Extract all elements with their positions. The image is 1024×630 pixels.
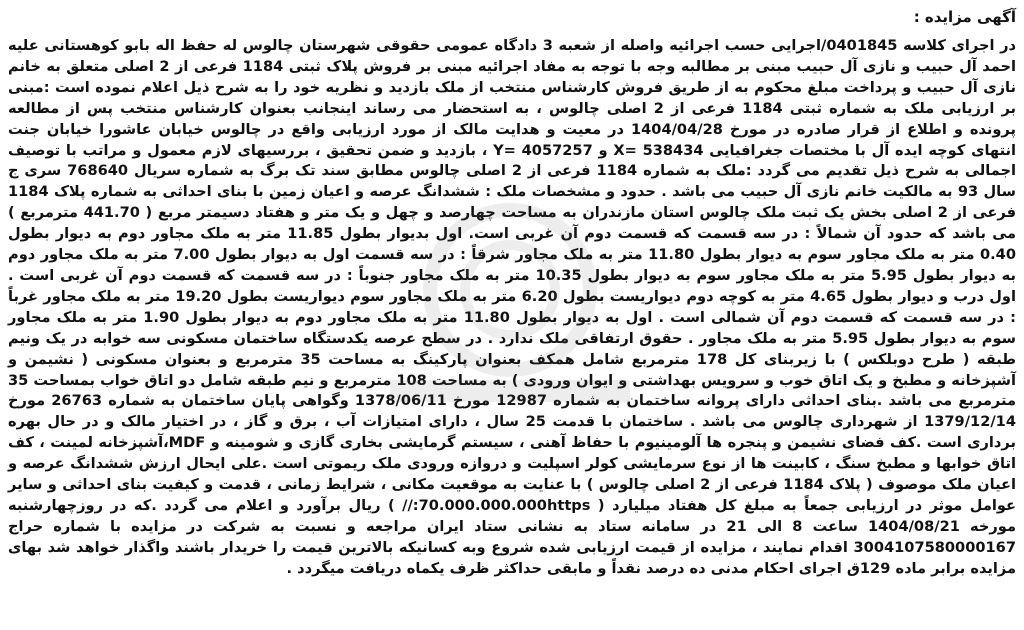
notice-body: در اجرای کلاسه 0401845/اجرایی حسب اجرائیه واصله از شعبه 3 دادگاه عمومی حقوقی شهرستان چالوس له حفظ اله بابو کوهستانی علیه احمد آل حبیب و نازی آل حبیب مبنی بر مطالبه وجه با توجه به مفاد اجرائیه مبنی بر فروش پلاک ثبتی 1184 فرعی از 2 اصلی متعلق به خانم نازی آل حبیب و پرداخت مبلغ محکوم به از طریق فروش کارشناس منتخب از ملک بازدید و نظریه خود را به شرح ذیل اعلام نموده است :مبنی بر ارزیابی ملک به شماره ثبتی 1184 فرعی از 2 اصلی چالوس ، به استحضار می رساند اینجانب بعنوان کارشناس منتخب پس از مطالعه پرونده و اطلاع از قرار صادره در مورخ 1404/04/28 در معیت و هدایت مالک از مورد ارزیابی واقع در چالوس خیابان عاشورا خیابان جنت انتهای کوچه ایده آل با مختصات جغرافیایی 538434 =X و 4057257 =Y ، بازدید و ضمن تحقیق ، بررسیهای لازم معمول و مراتب با توصیف اجمالی به شرح ذیل تقدیم می گردد :ملک به شماره 1184 فرعی از 2 اصلی چالوس مطابق سند تک برگ به شماره سریال 768640 سری ج سال 93 به مالکیت خانم نازی آل حبیب می باشد . حدود و مشخصات ملک : ششدانگ عرصه و اعیان زمین با بنای احداثی به شماره پلاک 1184 فرعی از 2 اصلی بخش یک ثبت ملک چالوس استان مازندران به مساحت چهارصد و چهل و یک متر و هفتاد دسیمتر مربع ( 441.70 مترمربع ) می باشد که حدود آن شمالاً : در سه قسمت که قسمت دوم آن غربی است. اول بدیوار بطول 11.85 متر به ملک مجاور دوم به دیوار بطول 0.40 متر به ملک مجاور سوم به دیوار بطول 11.80 متر به ملک مجاور شرقاً : در سه قسمت اول به دیوار بطول 7.00 متر به ملک مجاور دوم به دیوار بطول 5.95 متر به ملک مجاور سوم به دیوار بطول 10.35 متر به ملک مجاور جنوباً : در سه قسمت که قسمت دوم آن غربی است . اول درب و دیوار بطول 4.65 متر به کوچه دوم دیواریست بطول 6.20 متر به ملک مجاور سوم دیواریست بطول 19.20 متر به ملک مجاور غرباً : در سه قسمت که قسمت دوم آن شمالی است . اول به دیوار بطول 11.80 متر به ملک مجاور دوم به دیوار بطول 1.90 متر به ملک مجاور سوم به دیوار بطول 5.95 متر به ملک مجاور . حقوق ارتفاقی ملک ندارد . در سطح عرصه یکدستگاه ساختمان مسکونی سه خوابه در یک ونیم طبقه ( طرح دوبلکس ) با زیربنای کل 178 مترمربع شامل همکف بعنوان پارکینگ به مساحت 35 مترمربع و بعنوان مسکونی ( نشیمن و آشپزخانه و مطبخ و یک اتاق خوب و سرویس بهداشتی و ایوان ورودی ) به مساحت 108 مترمربع و نیم طبقه شامل دو اتاق خواب بمساحت 35 مترمربع می باشد .بنای احداثی دارای پروانه ساختمان به شماره 12987 مورخ 1378/06/11 وگواهی پایان ساختمان به شماره 26763 مورخ 1379/12/14 از شهرداری چالوس می باشد . ساختمان با قدمت 25 سال ، دارای امتیازات آب ، برق و گاز ، در اختیار مالک و در حال بهره برداری است .کف فضای نشیمن و پنجره ها آلومینیوم با حفاظ آهنی ، سیستم گرمایشی بخاری گازی و شومینه و MDF،آشپزخانه لمینت ، کف اتاق خوابها و مطبخ سنگ ، کابینت ها از نوع سرمایشی کولر اسپلیت و دروازه ورودی ملک ریموتی است .علی ایحال ارزش ششدانگ عرصه و اعیان ملک موصوف ( پلاک 1184 فرعی از 2 اصلی چالوس ) با عنایت به موقعیت مکانی ، شرایط زمانی ، قدمت و کیفیت بنای احداثی و سایر عوامل موثر در ارزیابی جمعاً به مبلغ کل هفتاد میلیارد ( 70.000.000.000https:// ) ریال برآورد و اعلام می گردد .که در روزچهارشنبه مورخه 1404/08/21 ساعت 8 الی 21 در سامانه ستاد به نشانی ستاد ایران مراجعه و نسبت به شرکت در مزایده با شماره حراج 3004107580000167 اقدام نمایند ، مزایده از قیمت ارزیابی شده شروع وبه کسانیکه بالاترین قیمت را خریدار باشند واگذار خواهد شد بهای مزایده برابر ماده 129ق اجرای احکام مدنی ده درصد نقداً و مابقی حداکثر ظرف یکماه دریافت میگردد .: [8, 37, 1017, 577]
notice-heading: آگهی مزایده :: [913, 8, 1016, 26]
